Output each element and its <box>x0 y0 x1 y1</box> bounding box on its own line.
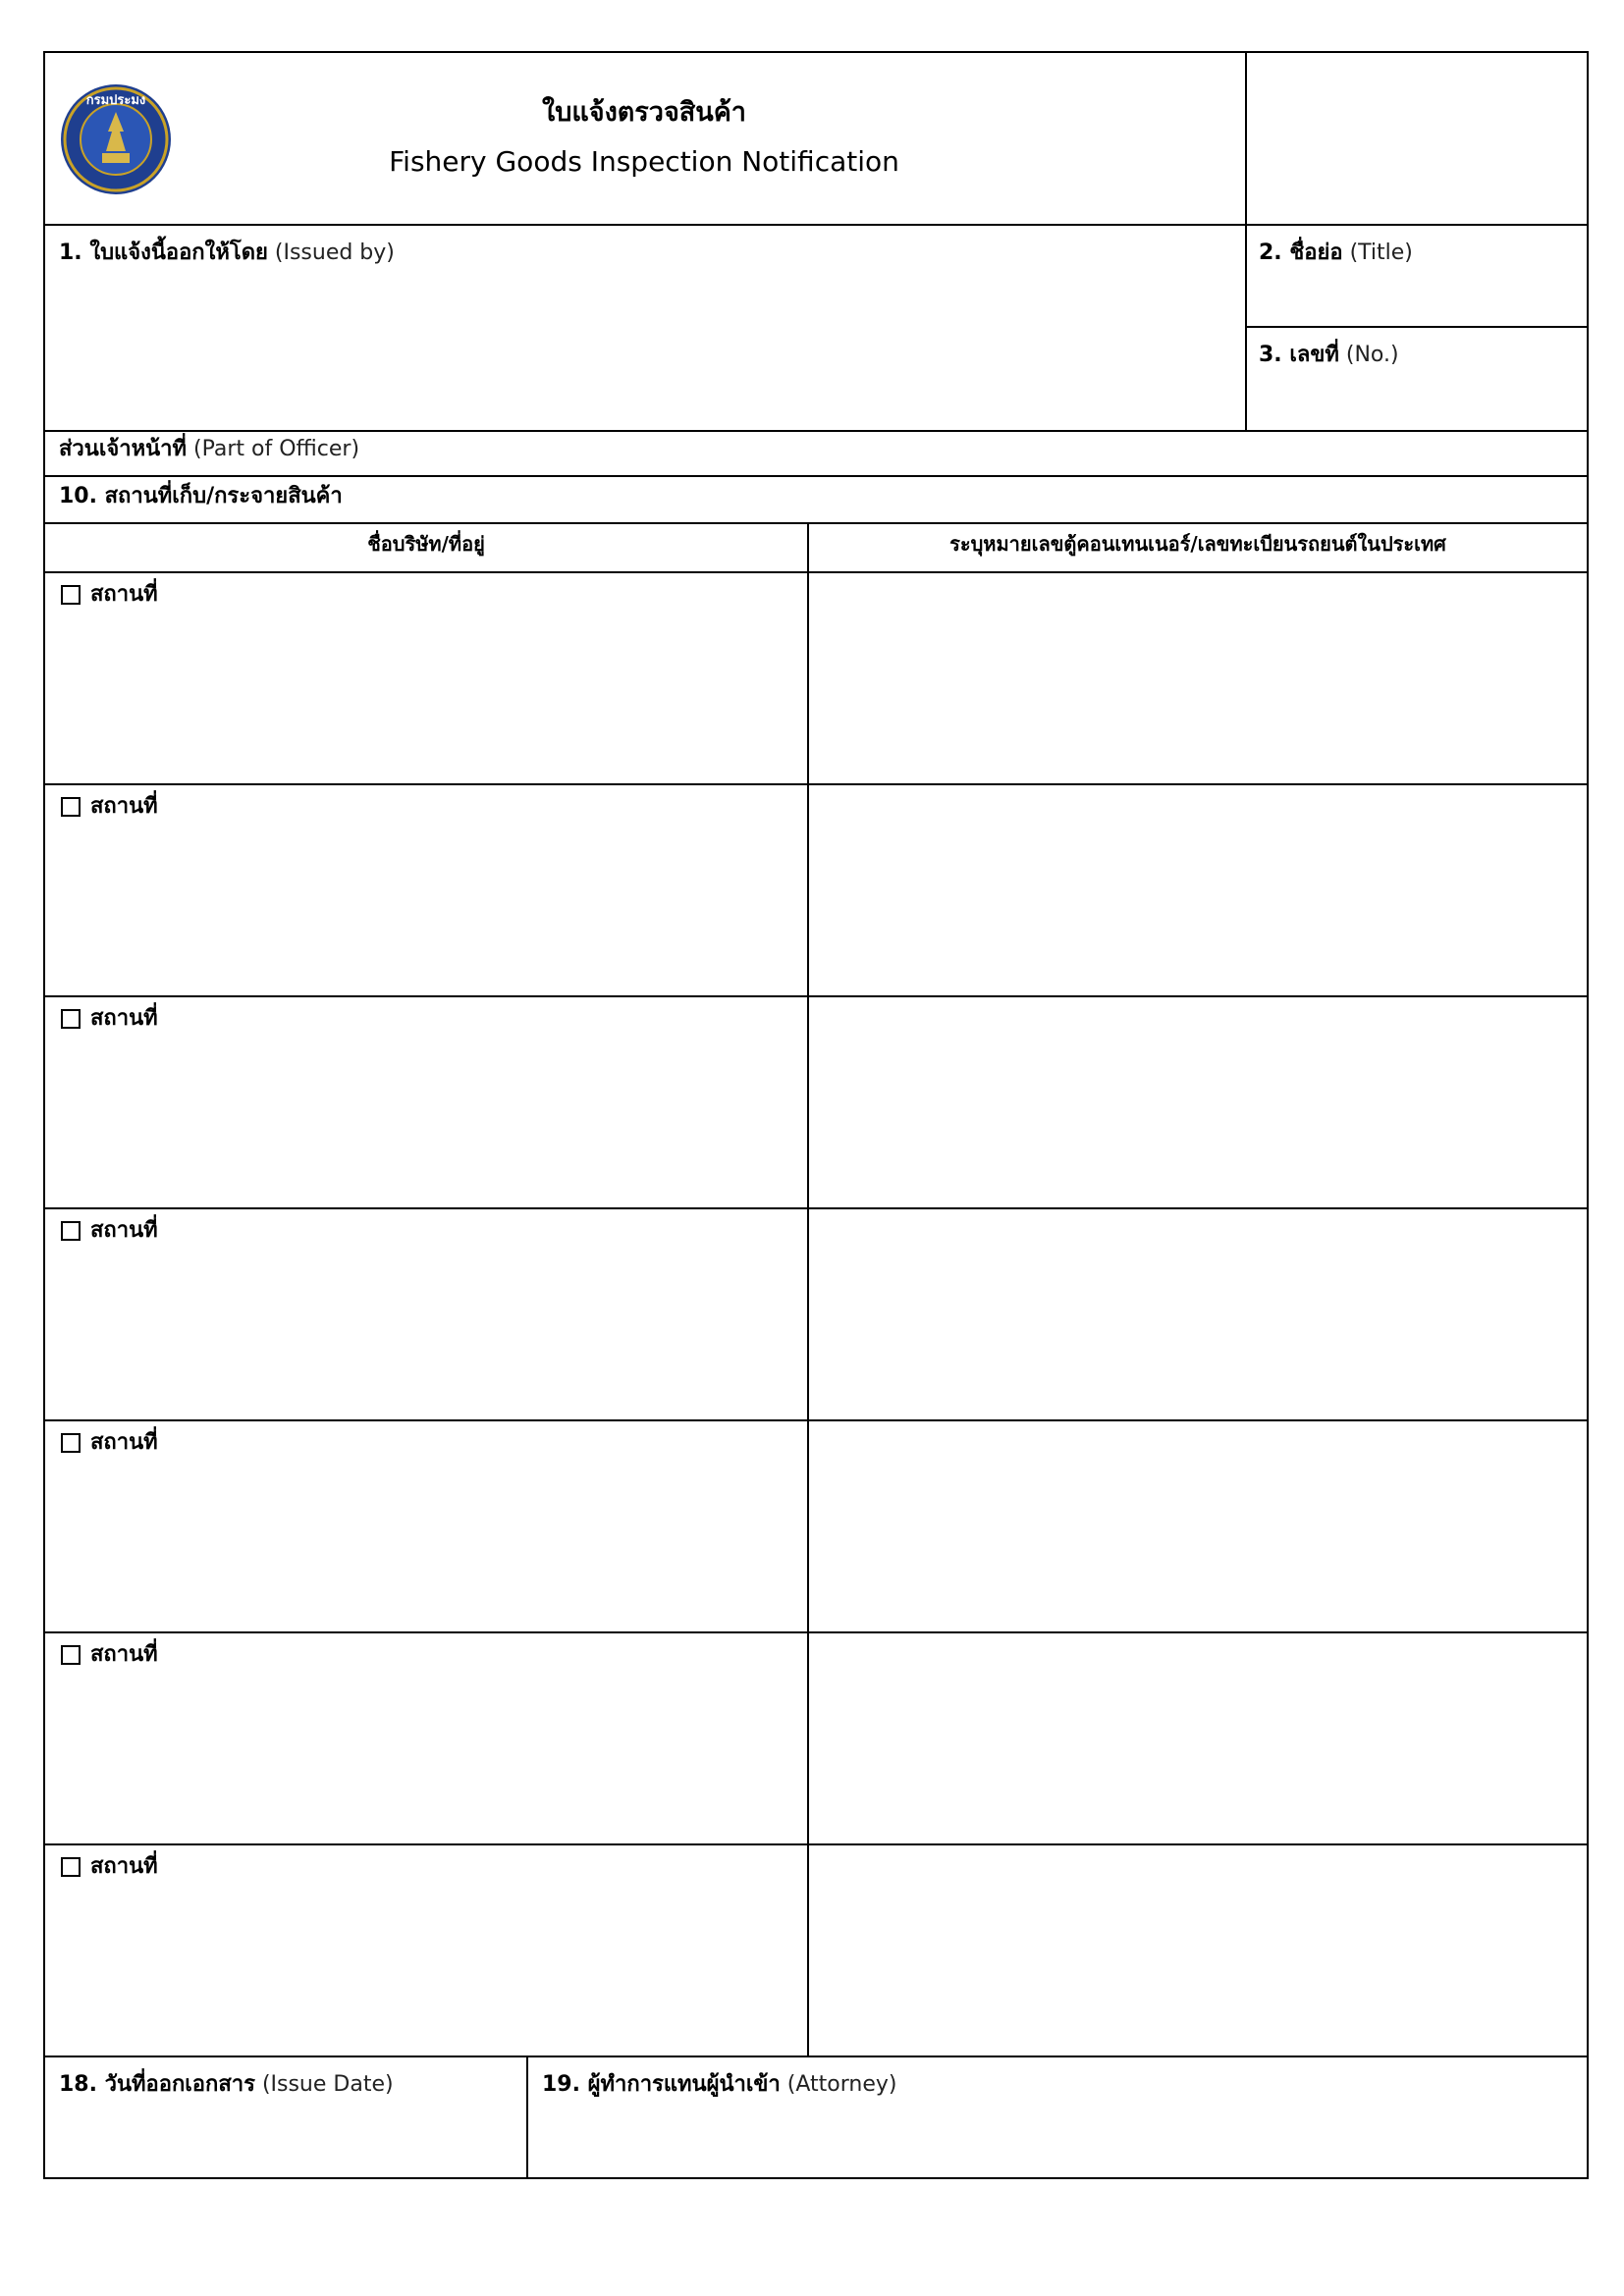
row-divider <box>45 995 1587 997</box>
row-divider <box>45 1207 1587 1209</box>
location-checkbox[interactable] <box>61 1221 81 1241</box>
location-row-5 <box>61 1429 158 1457</box>
inspection-form <box>43 51 1589 2179</box>
header-bottom-line <box>45 224 1587 226</box>
storage-location-label: 10. สถานที่เก็บ/กระจายสินค้า <box>59 484 343 508</box>
row-divider <box>45 1843 1587 1845</box>
issued-by-label: 1. ใบแจ้งนี้ออกให้โดย (Issued by) <box>59 240 395 265</box>
attorney-label: 19. ผู้ทำการแทนผู้นำเข้า (Attorney) <box>542 2072 897 2097</box>
footer-divider <box>526 2056 528 2177</box>
location-checkbox[interactable] <box>61 1433 81 1453</box>
svg-text:กรมประมง: กรมประมง <box>85 93 146 108</box>
location-checkbox[interactable] <box>61 1009 81 1029</box>
table-column-divider <box>807 522 809 2057</box>
location-row-3 <box>61 1005 158 1033</box>
location-checkbox[interactable] <box>61 797 81 817</box>
location-checkbox-label: สถานที่ <box>90 582 158 607</box>
title-number-divider <box>1245 326 1587 328</box>
location-row-7 <box>61 1853 158 1881</box>
location-checkbox-label: สถานที่ <box>90 1218 158 1243</box>
title-label: 2. ชื่อย่อ (Title) <box>1259 240 1413 265</box>
location-row-2 <box>61 793 158 821</box>
row-divider <box>45 1631 1587 1633</box>
location-checkbox-label: สถานที่ <box>90 1642 158 1667</box>
location-row-1 <box>61 581 158 609</box>
location-checkbox-label: สถานที่ <box>90 1430 158 1455</box>
location-checkbox-label: สถานที่ <box>90 794 158 819</box>
section1-bottom-line <box>45 430 1587 432</box>
column-header-company-address: ชื่อบริษัท/ที่อยู่ <box>367 532 485 556</box>
location-row-4 <box>61 1217 158 1245</box>
location-checkbox-label: สถานที่ <box>90 1854 158 1879</box>
header-divider <box>1245 53 1247 430</box>
issue-date-label: 18. วันที่ออกเอกสาร (Issue Date) <box>59 2072 394 2097</box>
table-header-bottom-line <box>45 571 1587 573</box>
location-row-6 <box>61 1641 158 1669</box>
officer-bottom-line <box>45 475 1587 477</box>
location-checkbox-label: สถานที่ <box>90 1006 158 1031</box>
row-divider <box>45 783 1587 785</box>
form-title-english: Fishery Goods Inspection Notification <box>389 145 899 178</box>
storage-bottom-line <box>45 522 1587 524</box>
form-title-thai: ใบแจ้งตรวจสินค้า <box>542 97 746 128</box>
officer-part-label: ส่วนเจ้าหน้าที่ (Part of Officer) <box>59 437 360 461</box>
location-checkbox[interactable] <box>61 1645 81 1665</box>
location-checkbox[interactable] <box>61 1857 81 1877</box>
number-label: 3. เลขที่ (No.) <box>1259 343 1399 367</box>
table-bottom-line <box>45 2056 1587 2057</box>
row-divider <box>45 1419 1587 1421</box>
location-checkbox[interactable] <box>61 585 81 605</box>
column-header-container-number: ระบุหมายเลขตู้คอนเทนเนอร์/เลขทะเบียนรถยนต์ในประเทศ <box>949 532 1446 556</box>
